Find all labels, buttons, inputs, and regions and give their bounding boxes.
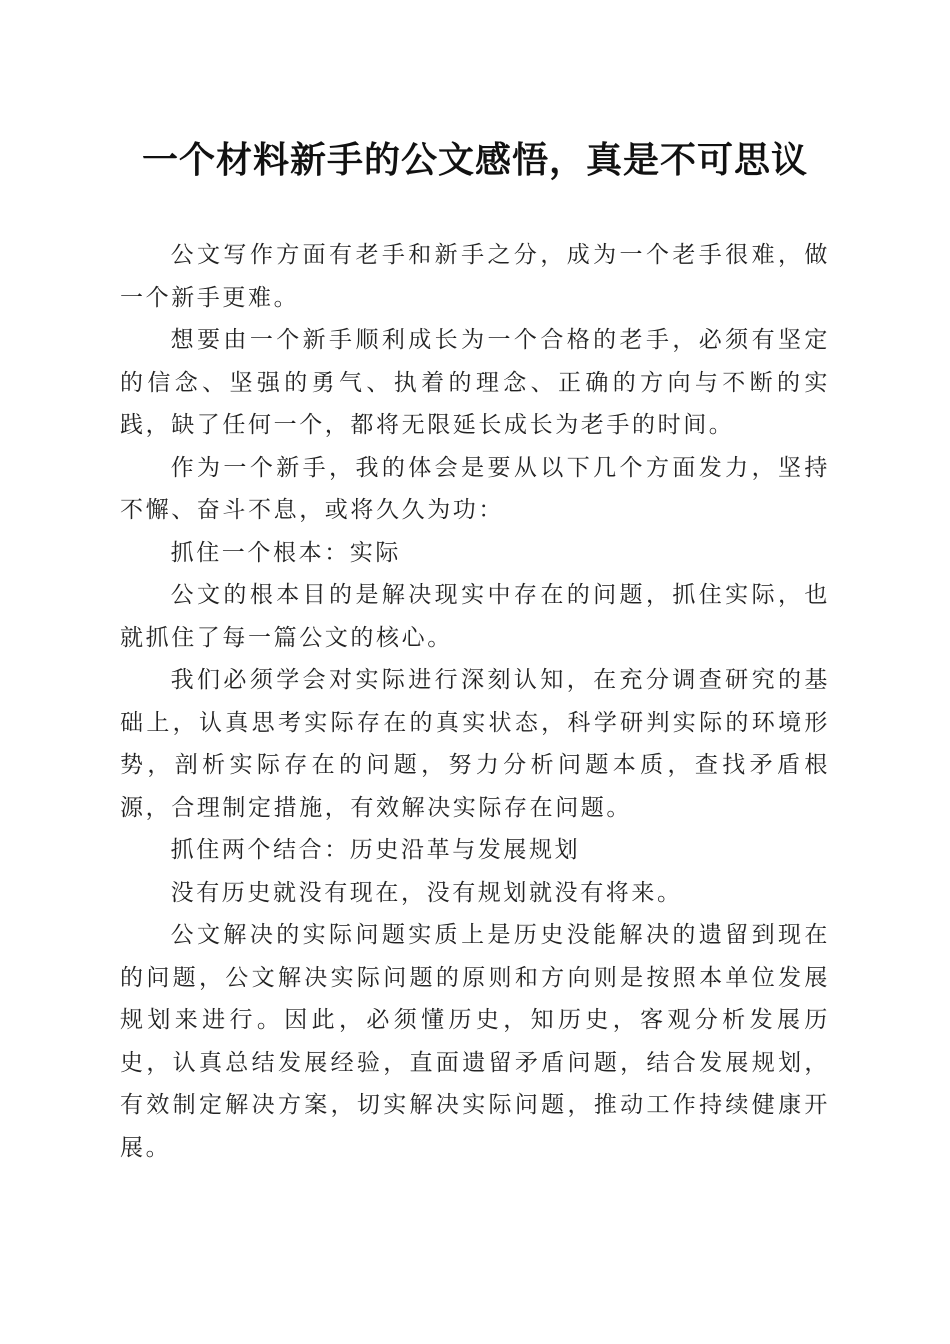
section-heading-1: 抓住一个根本：实际 [170, 539, 401, 566]
paragraph-2: 想要由一个新手顺利成长为一个合格的老手，必须有坚定的信念、坚强的勇气、执着的理念、正确的方向与不断的实践，缺了任何一个，都将无限延长成长为老手的时间。 [120, 327, 830, 438]
document-title: 一个材料新手的公文感悟，真是不可思议 [141, 139, 808, 181]
paragraph-7: 公文解决的实际问题实质上是历史没能解决的遗留到现在的问题，公文解决实际问题的原则和方向则是按照本单位发展规划来进行。因此，必须懂历史，知历史，客观分析发展历史，认真总结发展经验，直面遗留矛盾问题，结合发展规划，有效制定解决方案，切实解决实际问题，推动工作持续健康开展。 [120, 922, 830, 1161]
paragraph-3: 作为一个新手，我的体会是要从以下几个方面发力，坚持不懈、奋斗不息，或将久久为功： [120, 454, 830, 523]
section-heading-2: 抓住两个结合：历史沿革与发展规划 [170, 837, 581, 863]
paragraph-5: 我们必须学会对实际进行深刻认知，在充分调查研究的基础上，认真思考实际存在的真实状态，科学研判实际的环境形势，剖析实际存在的问题，努力分析问题本质，查找矛盾根源，合理制定措施，有效解决实际存在问题。 [120, 667, 830, 821]
document-body [120, 234, 830, 1169]
paragraph-4: 公文的根本目的是解决现实中存在的问题，抓住实际，也就抓住了每一篇公文的核心。 [120, 582, 830, 651]
paragraph-6: 没有历史就没有现在，没有规划就没有将来。 [170, 879, 683, 906]
paragraph-1: 公文写作方面有老手和新手之分，成为一个老手很难，做一个新手更难。 [120, 242, 830, 311]
